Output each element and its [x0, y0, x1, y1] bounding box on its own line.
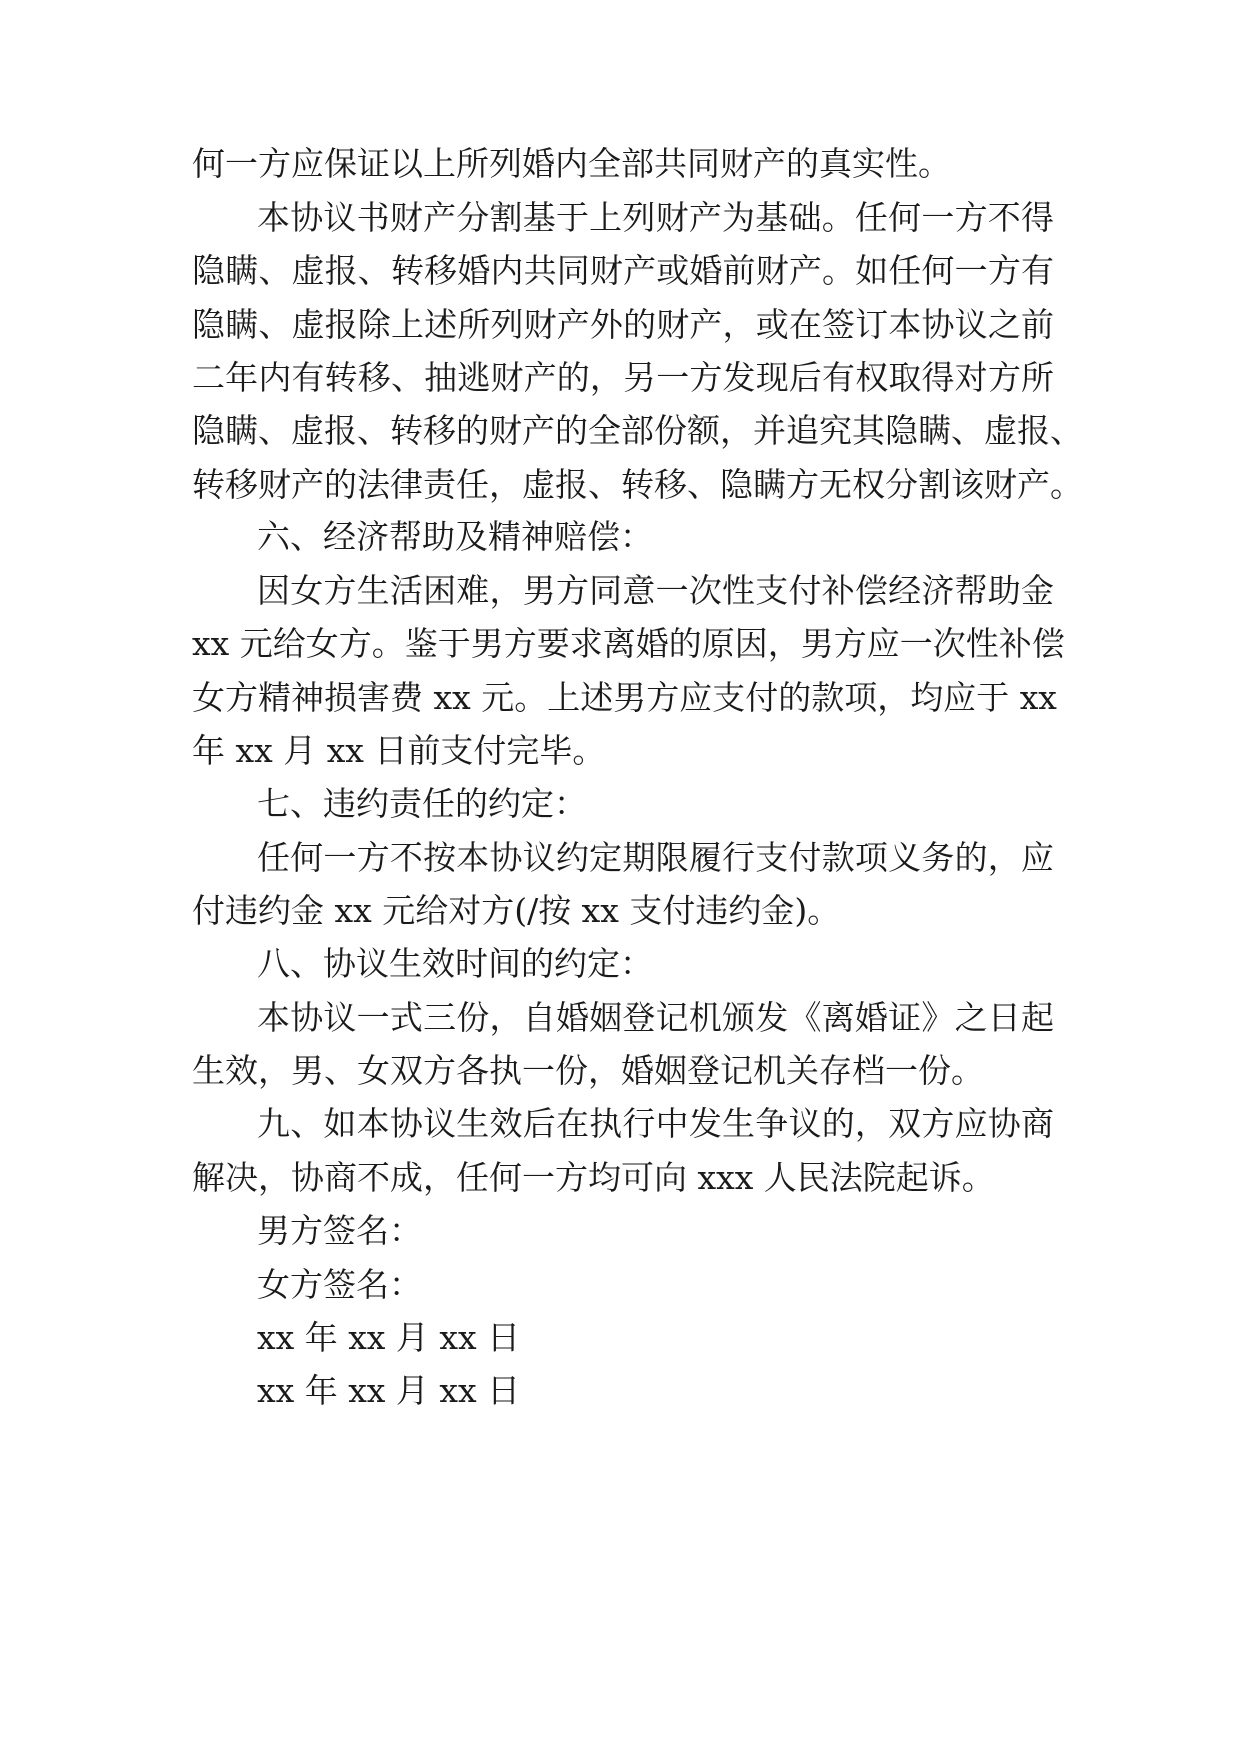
- text-line-7: 转移财产的法律责任，虚报、转移、隐瞒方无权分割该财产。: [192, 465, 1083, 504]
- text-line-2: 本协议书财产分割基于上列财产为基础。任何一方不得: [257, 198, 1054, 237]
- text-line-12: 年 xx 月 xx 日前支付完毕。: [192, 731, 606, 770]
- female-signature-label: 女方签名：: [257, 1265, 422, 1304]
- section-heading-7: 七、违约责任的约定：: [257, 784, 587, 823]
- text-line-3: 隐瞒、虚报、转移婚内共同财产或婚前财产。如任何一方有: [192, 251, 1054, 290]
- text-line-5: 二年内有转移、抽逃财产的，另一方发现后有权取得对方所: [192, 358, 1054, 397]
- date-line-1: xx 年 xx 月 xx 日: [257, 1318, 521, 1357]
- text-line-9: 因女方生活困难，男方同意一次性支付补偿经济帮助金: [257, 571, 1054, 610]
- section-heading-8: 八、协议生效时间的约定：: [257, 944, 653, 983]
- text-line-11: 女方精神损害费 xx 元。上述男方应支付的款项，均应于 xx: [192, 678, 1057, 717]
- section-heading-6: 六、经济帮助及精神赔偿：: [257, 517, 653, 556]
- text-line-14: 任何一方不按本协议约定期限履行支付款项义务的，应: [257, 838, 1054, 877]
- text-line-1: 何一方应保证以上所列婚内全部共同财产的真实性。: [192, 144, 951, 183]
- text-line-18: 生效，男、女双方各执一份，婚姻登记机关存档一份。: [192, 1051, 984, 1090]
- section-heading-9: 九、如本协议生效后在执行中发生争议的，双方应协商: [257, 1104, 1054, 1143]
- text-line-17: 本协议一式三份，自婚姻登记机颁发《离婚证》之日起: [257, 998, 1054, 1037]
- text-line-6: 隐瞒、虚报、转移的财产的全部份额，并追究其隐瞒、虚报、: [192, 411, 1083, 450]
- text-line-15: 付违约金 xx 元给对方(/按 xx 支付违约金)。: [192, 891, 841, 930]
- text-line-10: xx 元给女方。鉴于男方要求离婚的原因，男方应一次性补偿: [192, 624, 1065, 663]
- male-signature-label: 男方签名：: [257, 1211, 422, 1250]
- date-line-2: xx 年 xx 月 xx 日: [257, 1371, 521, 1410]
- text-line-4: 隐瞒、虚报除上述所列财产外的财产，或在签订本协议之前: [192, 305, 1054, 344]
- text-line-20: 解决，协商不成，任何一方均可向 xxx 人民法院起诉。: [192, 1158, 995, 1197]
